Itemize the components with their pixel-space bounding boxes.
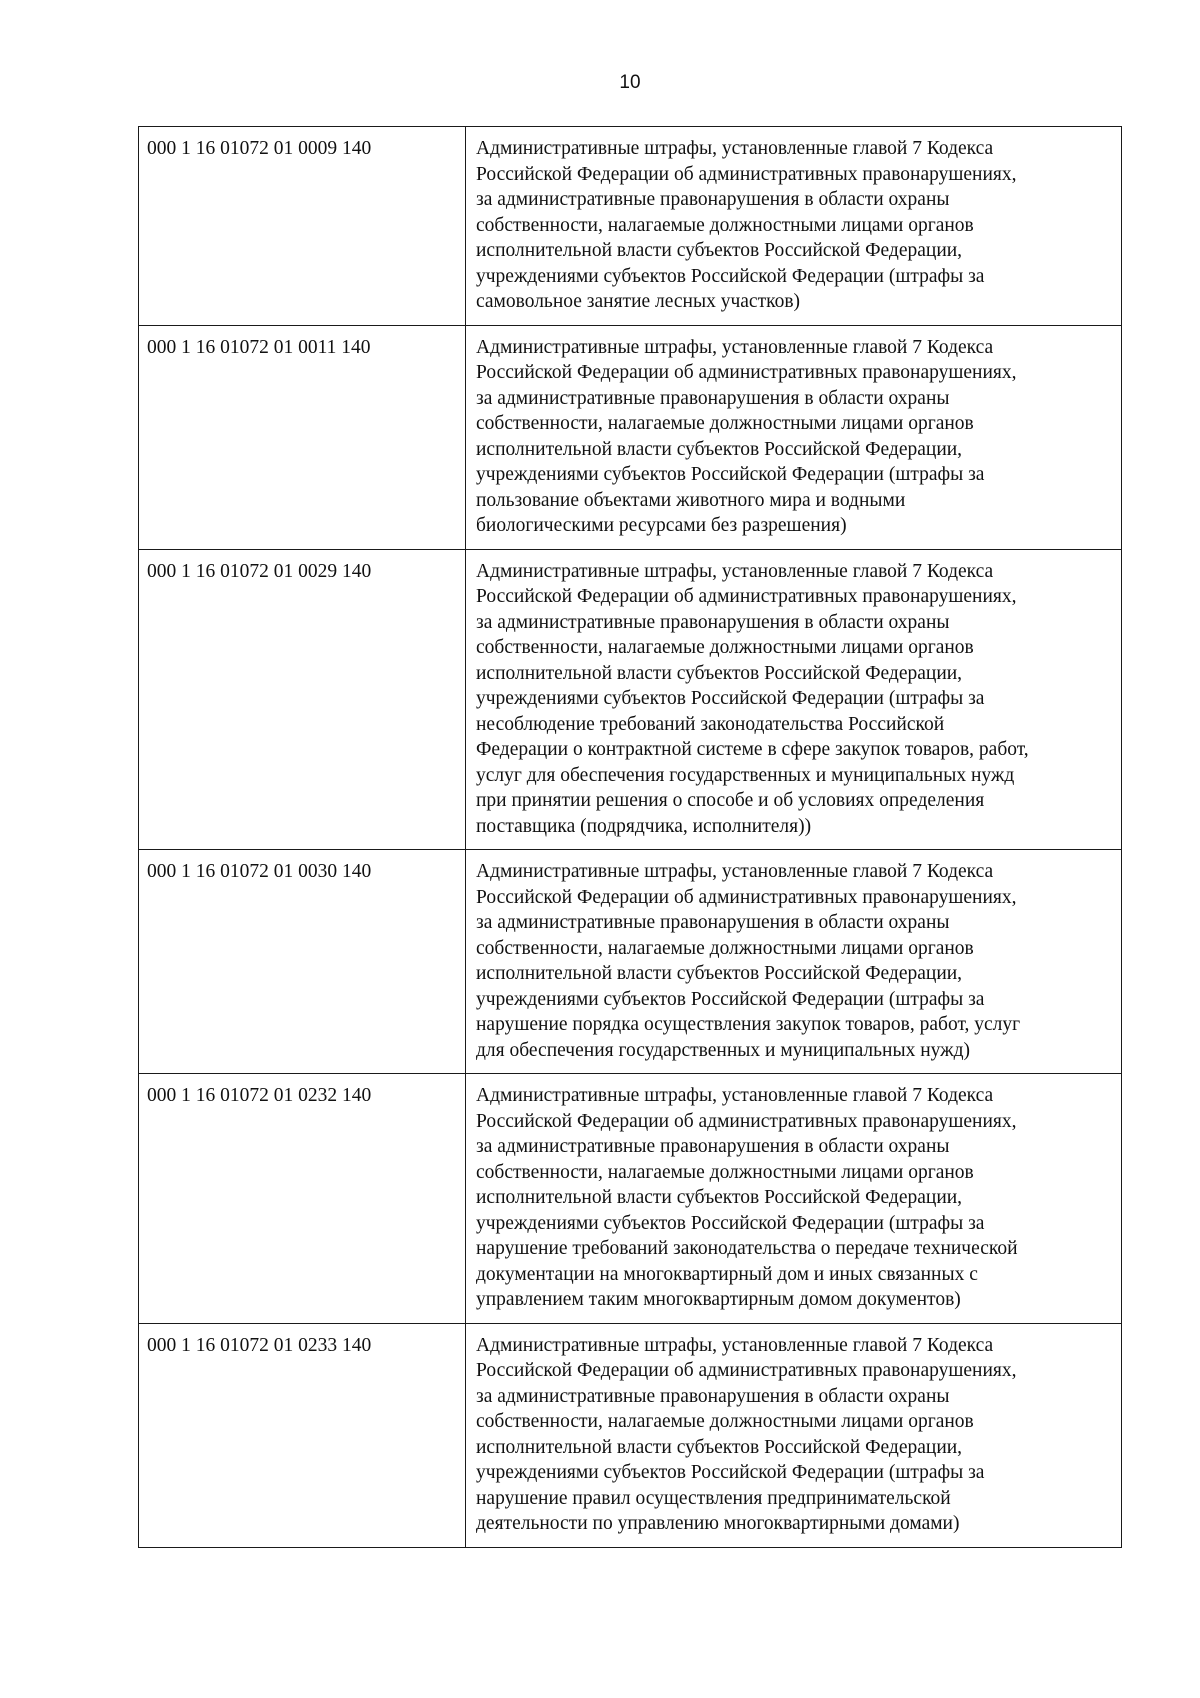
description-line: собственности, налагаемые должностными лицами органов bbox=[476, 413, 974, 434]
description-line: за административные правонарушения в области охраны bbox=[476, 611, 950, 633]
table-row bbox=[139, 325, 1122, 549]
description-cell bbox=[466, 850, 1122, 1074]
description-line: документации на многоквартирный дом и иных связанных с bbox=[476, 1263, 978, 1285]
description-line: учреждениями субъектов Российской Федерации (штрафы за bbox=[476, 688, 985, 709]
description-line: Российской Федерации об административных правонарушениях, bbox=[476, 886, 1017, 908]
description-cell bbox=[466, 549, 1122, 850]
description-line: Административные штрафы, установленные главой 7 Кодекса bbox=[476, 336, 994, 358]
description-line: Административные штрафы, установленные главой 7 Кодекса bbox=[476, 560, 994, 582]
table-row bbox=[139, 1074, 1122, 1324]
description-line: собственности, налагаемые должностными лицами органов bbox=[476, 637, 974, 658]
description-line: собственности, налагаемые должностными лицами органов bbox=[476, 214, 974, 236]
description-line: несоблюдение требований законодательства Российской bbox=[476, 713, 945, 735]
description-line: Российской Федерации об административных правонарушениях, bbox=[476, 362, 1017, 383]
description-line: за административные правонарушения в области охраны bbox=[476, 912, 950, 933]
budget-code-cell: 000 1 16 01072 01 0009 140 bbox=[139, 127, 466, 326]
description-line: учреждениями субъектов Российской Федерации (штрафы за bbox=[476, 988, 985, 1010]
description-line: за административные правонарушения в области охраны bbox=[476, 189, 950, 210]
description-line: за административные правонарушения в области охраны bbox=[476, 1136, 950, 1157]
description-line: исполнительной власти субъектов Российской Федерации, bbox=[476, 662, 963, 684]
description-line: Российской Федерации об административных правонарушениях, bbox=[476, 1360, 1017, 1381]
description-line: учреждениями субъектов Российской Федерации (штрафы за bbox=[476, 265, 985, 287]
description-line: учреждениями субъектов Российской Федерации (штрафы за bbox=[476, 1462, 985, 1483]
description-line: Федерации о контрактной системе в сфере закупок товаров, работ, bbox=[476, 739, 1029, 760]
description-line: нарушение требований законодательства о передаче технической bbox=[476, 1238, 1018, 1259]
description-line: учреждениями субъектов Российской Федерации (штрафы за bbox=[476, 464, 985, 485]
description-line: нарушение порядка осуществления закупок товаров, работ, услуг bbox=[476, 1014, 1021, 1035]
description-line: пользование объектами животного мира и водными bbox=[476, 489, 906, 511]
description-line: Административные штрафы, установленные главой 7 Кодекса bbox=[476, 861, 994, 882]
description-line: биологическими ресурсами без разрешения) bbox=[476, 515, 847, 536]
table-row bbox=[139, 549, 1122, 850]
description-line: Административные штрафы, установленные главой 7 Кодекса bbox=[476, 138, 994, 159]
page-number: 10 bbox=[619, 72, 641, 93]
description-line: деятельности по управлению многоквартирными домами) bbox=[476, 1513, 960, 1534]
budget-code-cell: 000 1 16 01072 01 0233 140 bbox=[139, 1323, 466, 1547]
table-row bbox=[139, 850, 1122, 1074]
description-line: при принятии решения о способе и об условиях определения bbox=[476, 790, 985, 811]
description-line: исполнительной власти субъектов Российской Федерации, bbox=[476, 1436, 963, 1458]
description-line: Российской Федерации об административных правонарушениях, bbox=[476, 1110, 1017, 1132]
description-line: Административные штрафы, установленные главой 7 Кодекса bbox=[476, 1334, 994, 1356]
budget-codes-table bbox=[138, 126, 1122, 1548]
description-cell bbox=[466, 1323, 1122, 1547]
budget-code-cell: 000 1 16 01072 01 0030 140 bbox=[139, 850, 466, 1074]
table-row bbox=[139, 1323, 1122, 1547]
description-line: собственности, налагаемые должностными лицами органов bbox=[476, 1411, 974, 1432]
budget-code-cell: 000 1 16 01072 01 0011 140 bbox=[139, 325, 466, 549]
description-line: для обеспечения государственных и муниципальных нужд) bbox=[476, 1039, 971, 1061]
description-line: нарушение правил осуществления предпринимательской bbox=[476, 1487, 951, 1509]
description-cell bbox=[466, 127, 1122, 326]
description-line: исполнительной власти субъектов Российской Федерации, bbox=[476, 240, 963, 261]
table-body bbox=[139, 127, 1122, 1548]
description-line: собственности, налагаемые должностными лицами органов bbox=[476, 937, 974, 959]
description-cell bbox=[466, 325, 1122, 549]
description-line: за административные правонарушения в области охраны bbox=[476, 1385, 950, 1407]
description-line: учреждениями субъектов Российской Федерации (штрафы за bbox=[476, 1212, 985, 1234]
description-line: за административные правонарушения в области охраны bbox=[476, 387, 950, 409]
description-line: исполнительной власти субъектов Российской Федерации, bbox=[476, 1187, 963, 1208]
description-line: Российской Федерации об административных правонарушениях, bbox=[476, 586, 1017, 607]
description-line: самовольное занятие лесных участков) bbox=[476, 291, 801, 312]
table-row bbox=[139, 127, 1122, 326]
description-line: исполнительной власти субъектов Российской Федерации, bbox=[476, 963, 963, 984]
description-line: поставщика (подрядчика, исполнителя)) bbox=[476, 815, 812, 837]
budget-code-cell: 000 1 16 01072 01 0029 140 bbox=[139, 549, 466, 850]
description-cell bbox=[466, 1074, 1122, 1324]
description-line: Российской Федерации об административных правонарушениях, bbox=[476, 163, 1017, 185]
description-line: услуг для обеспечения государственных и муниципальных нужд bbox=[476, 764, 1015, 786]
description-line: Административные штрафы, установленные главой 7 Кодекса bbox=[476, 1085, 994, 1106]
description-line: собственности, налагаемые должностными лицами органов bbox=[476, 1161, 974, 1183]
description-line: исполнительной власти субъектов Российской Федерации, bbox=[476, 438, 963, 460]
budget-code-cell: 000 1 16 01072 01 0232 140 bbox=[139, 1074, 466, 1324]
description-line: управлением таким многоквартирным домом документов) bbox=[476, 1289, 961, 1310]
